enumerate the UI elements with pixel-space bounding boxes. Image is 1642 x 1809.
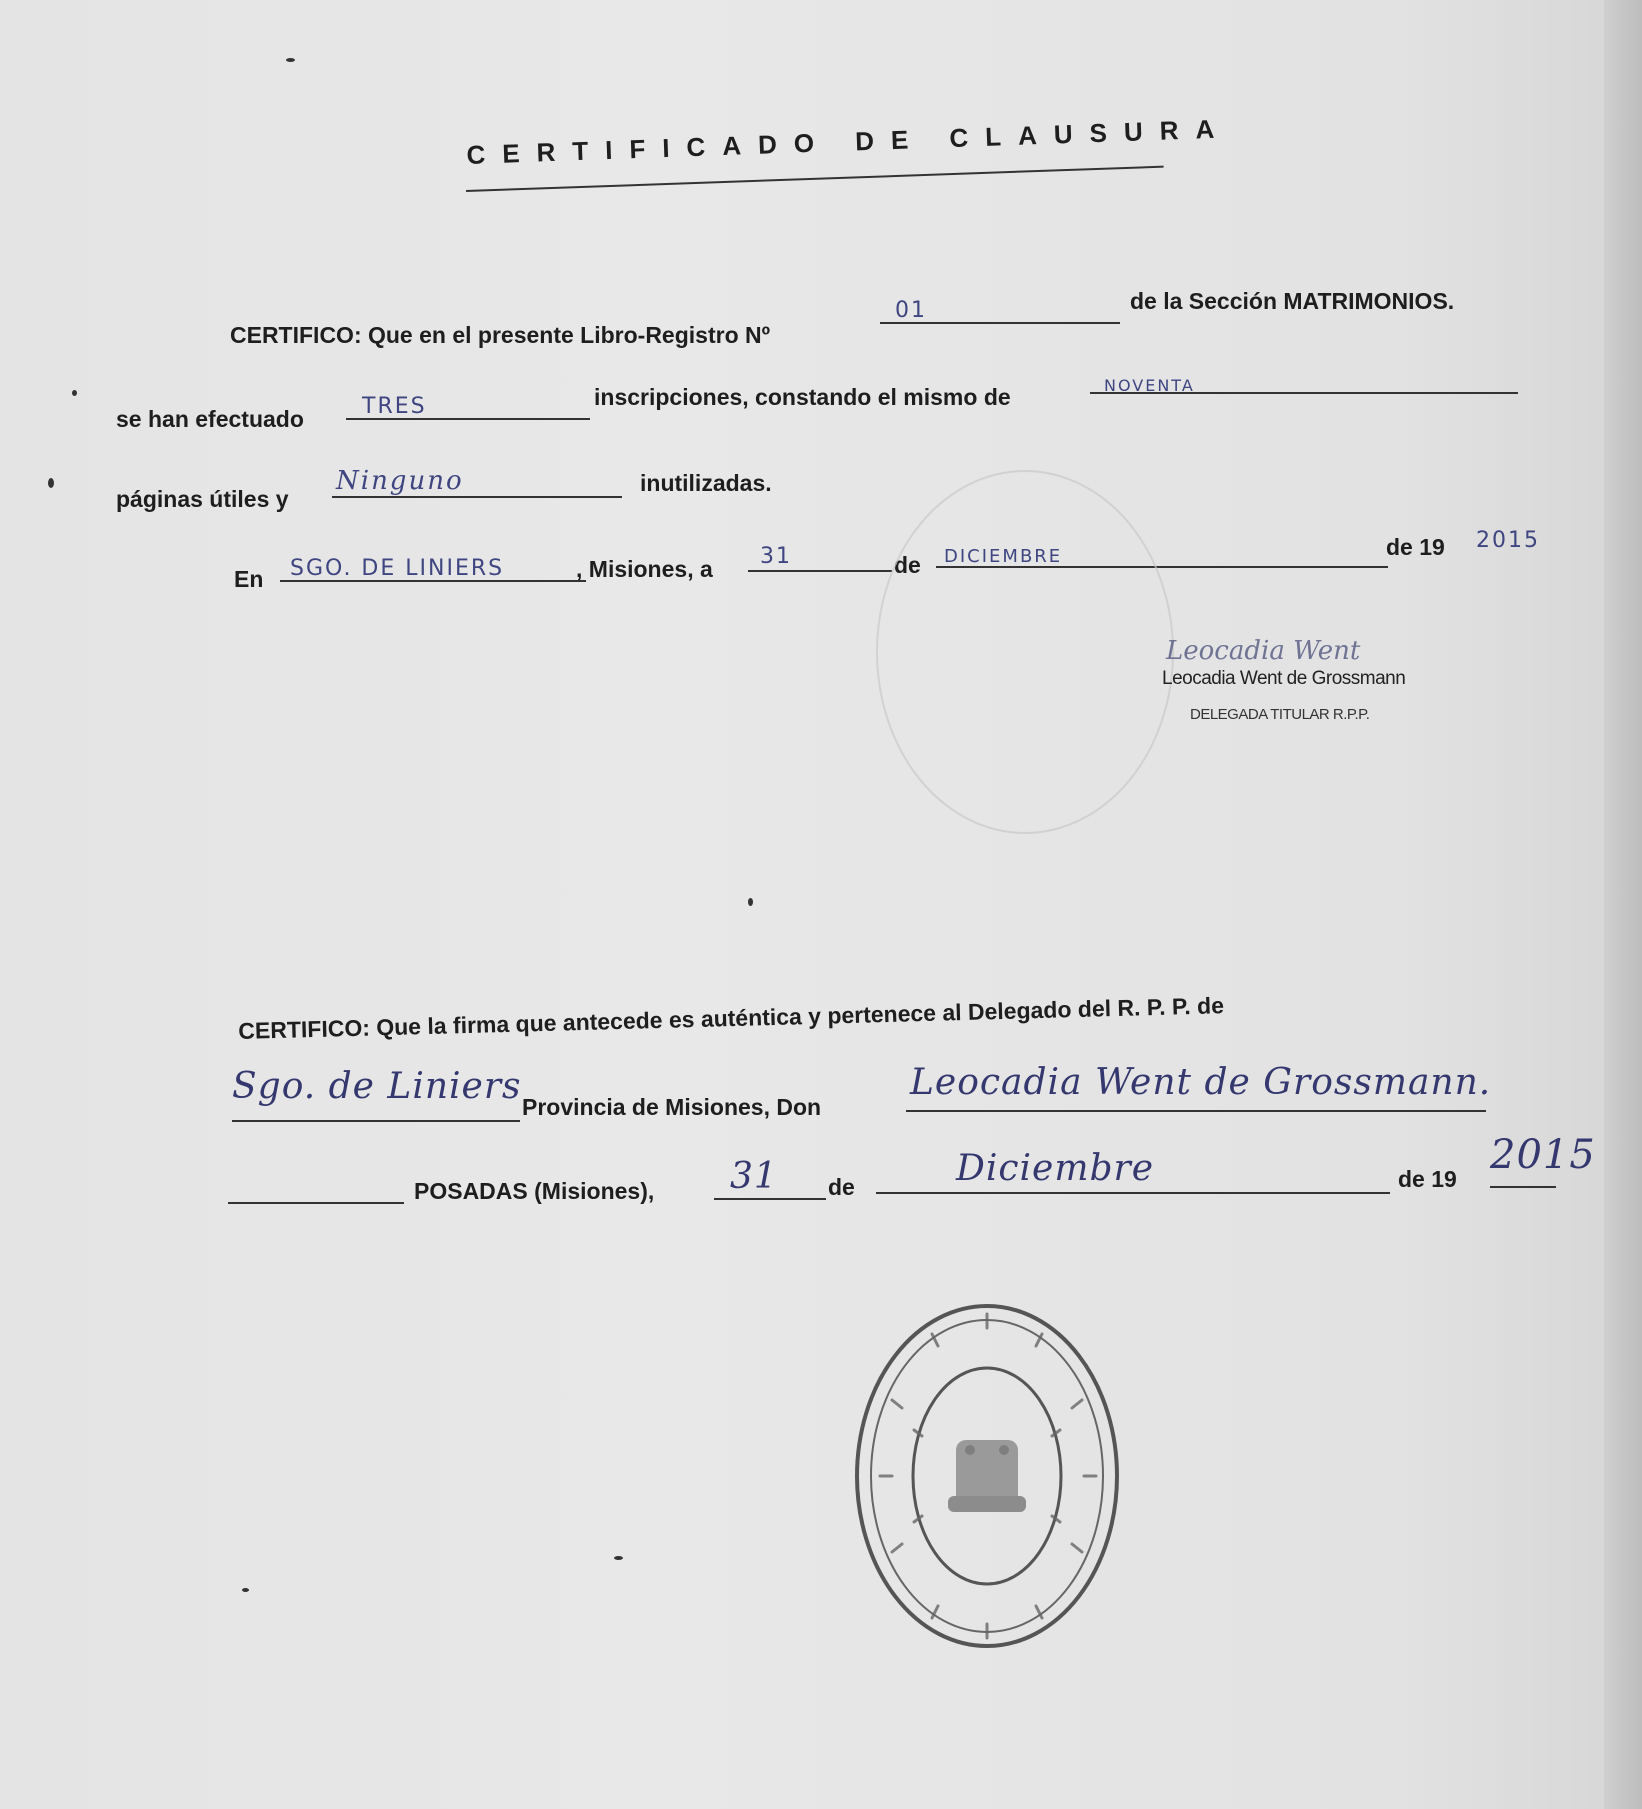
speck <box>72 390 77 396</box>
cert2-month-prefix: de <box>828 1174 855 1200</box>
official-stamp <box>852 1300 1122 1652</box>
year-value: 2015 <box>1476 528 1540 553</box>
locality-value: Sgo. de Liniers <box>232 1066 522 1107</box>
cert1-line3-prefix: páginas útiles y <box>116 486 289 512</box>
signature-scribble: Leocadia Went <box>1166 636 1361 666</box>
cert1-year-prefix: de 19 <box>1386 534 1445 560</box>
inscriptions-value: TRES <box>362 394 427 419</box>
cert2-day-value: 31 <box>730 1156 778 1197</box>
locality-rule <box>232 1120 520 1122</box>
cert2-day-rule <box>714 1198 826 1200</box>
cert1-line3-suffix: inutilizadas. <box>640 470 772 496</box>
cert1-month-prefix: de <box>894 552 921 578</box>
delegate-value: Leocadia Went de Grossmann. <box>910 1062 1492 1103</box>
cert2-month-rule <box>876 1192 1390 1194</box>
cert2-month-value: Diciembre <box>956 1148 1155 1189</box>
place-value: SGO. DE LINIERS <box>290 556 505 581</box>
document-title: CERTIFICADO DE CLAUSURA <box>466 113 1232 170</box>
speck <box>286 58 295 62</box>
title-underline <box>466 166 1164 192</box>
cert2-blank-rule <box>228 1202 404 1204</box>
speck <box>242 1588 249 1592</box>
speck <box>48 478 54 488</box>
book-number-value: 01 <box>895 298 927 323</box>
cert1-line1-suffix: de la Sección MATRIMONIOS. <box>1130 288 1455 314</box>
month-value: DICIEMBRE <box>944 546 1063 567</box>
cert2-year-prefix: de 19 <box>1398 1166 1457 1192</box>
cert1-line1-prefix: CERTIFICO: Que en el presente Libro-Registro Nº <box>230 322 771 348</box>
cert2-line2-middle: Provincia de Misiones, Don <box>522 1094 822 1120</box>
day-value: 31 <box>760 544 792 569</box>
cert1-line2-middle: inscripciones, constando el mismo de <box>594 384 1011 410</box>
signature-role: DELEGADA TITULAR R.P.P. <box>1190 706 1370 723</box>
pages-void-value: Ninguno <box>336 466 464 496</box>
faint-oval-stamp <box>876 470 1174 834</box>
speck <box>748 898 753 906</box>
cert2-line3-prefix: POSADAS (Misiones), <box>414 1178 655 1204</box>
speck <box>614 1556 623 1560</box>
signature-name: Leocadia Went de Grossmann <box>1162 668 1406 689</box>
delegate-rule <box>906 1110 1486 1112</box>
cert1-place-prefix: En <box>234 566 264 592</box>
page-edge-shadow <box>1604 0 1642 1809</box>
cert2-year-value: 2015 <box>1490 1132 1596 1178</box>
cert2-year-rule <box>1490 1186 1556 1188</box>
cert1-place-middle: , Misiones, a <box>576 556 713 582</box>
cert2-line1: CERTIFICO: Que la firma que antecede es auténtica y pertenece al Delegado del R. P. P. de <box>238 992 1225 1044</box>
cert1-line2-prefix: se han efectuado <box>116 406 304 432</box>
day-rule <box>748 570 892 572</box>
pages-total-value: NOVENTA <box>1104 376 1195 395</box>
pages-void-rule <box>332 496 622 498</box>
